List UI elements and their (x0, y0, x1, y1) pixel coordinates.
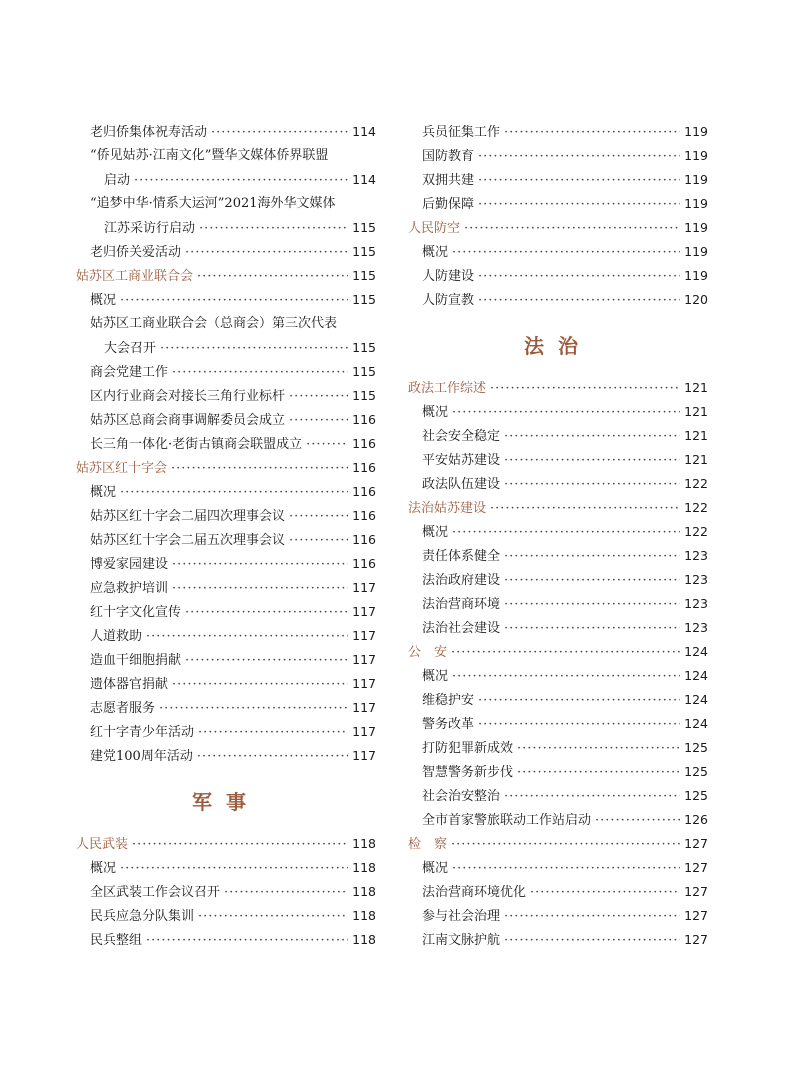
dot-leader (289, 505, 348, 529)
page-number: 119 (684, 196, 708, 211)
toc-category-entry[interactable] (76, 456, 376, 480)
dot-leader (504, 569, 680, 593)
toc-entry[interactable] (76, 288, 376, 312)
page-number: 114 (352, 124, 376, 139)
toc-entry-title: 概况 (422, 405, 449, 420)
toc-entry[interactable] (408, 592, 708, 616)
toc-entry-title: 老归侨集体祝寿活动 (90, 125, 208, 140)
page-number: 118 (352, 884, 376, 899)
toc-entry[interactable] (76, 168, 376, 192)
dot-leader (504, 929, 680, 953)
dot-leader (452, 665, 680, 689)
dot-leader (504, 593, 680, 617)
dot-leader (452, 521, 680, 545)
dot-leader (451, 833, 680, 857)
page-number: 119 (684, 244, 708, 259)
toc-entry-title: 概况 (90, 485, 117, 500)
toc-entry[interactable] (408, 664, 708, 688)
toc-entry[interactable] (408, 520, 708, 544)
dot-leader (504, 449, 680, 473)
dot-leader (490, 377, 680, 401)
toc-entry-title: 概况 (90, 293, 117, 308)
toc-entry-title: 区内行业商会对接长三角行业标杆 (90, 389, 286, 404)
toc-entry[interactable] (408, 120, 708, 144)
dot-leader (452, 857, 680, 881)
dot-leader (134, 169, 348, 193)
toc-entry[interactable] (76, 880, 376, 904)
page-number: 117 (352, 676, 376, 691)
dot-leader (517, 761, 680, 785)
toc-entry[interactable] (76, 360, 376, 384)
page-number: 120 (684, 292, 708, 307)
toc-category-entry[interactable] (76, 832, 376, 856)
toc-entry[interactable] (76, 928, 376, 952)
page-number: 121 (684, 428, 708, 443)
page-number: 125 (684, 788, 708, 803)
dot-leader (464, 217, 680, 241)
toc-entry-title: 责任体系健全 (422, 549, 501, 564)
toc-entry-title: 公 安 (408, 645, 448, 660)
toc-entry-title: 概况 (422, 525, 449, 540)
page-number: 124 (684, 692, 708, 707)
toc-entry[interactable] (408, 928, 708, 952)
dot-leader (146, 625, 348, 649)
toc-entry-title: 江苏采访行启动 (104, 221, 196, 236)
toc-entry[interactable] (76, 216, 376, 240)
toc-entry[interactable] (408, 544, 708, 568)
toc-entry[interactable] (408, 144, 708, 168)
toc-entry[interactable] (408, 760, 708, 784)
toc-entry-title: 全区武装工作会议召开 (90, 885, 221, 900)
toc-entry[interactable] (76, 720, 376, 744)
dot-leader (172, 673, 348, 697)
toc-entry-title: 维稳护安 (422, 693, 475, 708)
page-number: 122 (684, 500, 708, 515)
page-number: 125 (684, 764, 708, 779)
toc-entry-title: 双拥共建 (422, 173, 475, 188)
toc-entry-title: 智慧警务新步伐 (422, 765, 514, 780)
dot-leader (504, 545, 680, 569)
toc-entry[interactable] (76, 384, 376, 408)
toc-category-entry[interactable] (408, 832, 708, 856)
dot-leader (224, 881, 348, 905)
page-number: 121 (684, 452, 708, 467)
toc-entry-title: 人道救助 (90, 629, 143, 644)
toc-entry[interactable] (76, 312, 376, 336)
toc-entry-title: 大会召开 (104, 341, 157, 356)
page-number: 115 (352, 292, 376, 307)
toc-entry-title: 国防教育 (422, 149, 475, 164)
toc-entry[interactable] (408, 856, 708, 880)
toc-entry-title: 老归侨关爱活动 (90, 245, 182, 260)
page-number: 117 (352, 580, 376, 595)
dot-leader (197, 265, 348, 289)
toc-entry-title: 社会安全稳定 (422, 429, 501, 444)
page-number: 125 (684, 740, 708, 755)
page-number: 118 (352, 932, 376, 947)
page-number: 118 (352, 836, 376, 851)
dot-leader (198, 905, 348, 929)
dot-leader (159, 697, 348, 721)
toc-entry[interactable] (76, 672, 376, 696)
toc-entry-title: 人防建设 (422, 269, 475, 284)
page-number: 116 (352, 460, 376, 475)
toc-entry-title: 人民防空 (408, 221, 461, 236)
toc-entry-title: “侨见姑苏·江南文化”暨华文媒体侨界联盟 (90, 148, 329, 163)
toc-entry-title: 遗体器官捐献 (90, 677, 169, 692)
page-number: 124 (684, 644, 708, 659)
page-number: 119 (684, 148, 708, 163)
dot-leader (120, 481, 348, 505)
toc-entry[interactable] (408, 192, 708, 216)
page-number: 115 (352, 268, 376, 283)
page-number: 127 (684, 884, 708, 899)
toc-entry[interactable] (408, 568, 708, 592)
page-number: 116 (352, 412, 376, 427)
page-number: 117 (352, 724, 376, 739)
page-number: 117 (352, 652, 376, 667)
toc-entry[interactable] (76, 648, 376, 672)
toc-entry[interactable] (76, 504, 376, 528)
toc-entry[interactable] (76, 192, 376, 216)
toc-category-entry[interactable] (408, 216, 708, 240)
toc-entry[interactable] (408, 448, 708, 472)
dot-leader (289, 409, 348, 433)
toc-entry-title: 江南文脉护航 (422, 933, 501, 948)
toc-entry-title: 警务改革 (422, 717, 475, 732)
page-number: 116 (352, 484, 376, 499)
dot-leader (289, 529, 348, 553)
toc-entry[interactable] (408, 880, 708, 904)
toc-entry[interactable] (76, 120, 376, 144)
dot-leader (198, 721, 348, 745)
toc-entry-title: 法治营商环境优化 (422, 885, 527, 900)
page-number: 123 (684, 548, 708, 563)
toc-entry-title: “追梦中华·情系大运河”2021海外华文媒体 (90, 196, 336, 211)
toc-entry-title: 兵员征集工作 (422, 125, 501, 140)
toc-entry[interactable] (76, 480, 376, 504)
toc-entry[interactable] (408, 400, 708, 424)
toc-entry-title: 参与社会治理 (422, 909, 501, 924)
toc-entry[interactable] (408, 168, 708, 192)
page-number: 115 (352, 364, 376, 379)
toc-entry-title: 姑苏区工商业联合会（总商会）第三次代表 (90, 316, 338, 331)
page-number: 118 (352, 860, 376, 875)
dot-leader (478, 169, 680, 193)
page-number: 116 (352, 556, 376, 571)
toc-entry-title: 概况 (422, 669, 449, 684)
toc-entry-title: 检 察 (408, 837, 448, 852)
page-number: 124 (684, 716, 708, 731)
toc-entry-title: 博爱家园建设 (90, 557, 169, 572)
dot-leader (289, 385, 348, 409)
dot-leader (120, 289, 348, 313)
dot-leader (530, 881, 680, 905)
dot-leader (478, 289, 680, 313)
toc-entry-title: 造血干细胞捐献 (90, 653, 182, 668)
toc-entry[interactable] (408, 736, 708, 760)
page-number: 119 (684, 172, 708, 187)
toc-entry-title: 人民武装 (76, 837, 129, 852)
toc-entry-title: 法治姑苏建设 (408, 501, 487, 516)
toc-entry-title: 建党100周年活动 (90, 749, 193, 764)
toc-entry[interactable] (76, 240, 376, 264)
dot-leader (504, 617, 680, 641)
page-number: 122 (684, 476, 708, 491)
toc-entry-title: 红十字文化宣传 (90, 605, 182, 620)
page-number: 115 (352, 340, 376, 355)
dot-leader (517, 737, 680, 761)
dot-leader (160, 337, 348, 361)
dot-leader (172, 553, 348, 577)
toc-entry[interactable] (76, 336, 376, 360)
dot-leader (504, 121, 680, 145)
toc-category-entry[interactable] (408, 376, 708, 400)
toc-entry-title: 社会治安整治 (422, 789, 501, 804)
dot-leader (595, 809, 680, 833)
dot-leader (451, 641, 680, 665)
dot-leader (452, 401, 680, 425)
page-number: 116 (352, 508, 376, 523)
page-number: 124 (684, 668, 708, 683)
dot-leader (452, 241, 680, 265)
page-number: 114 (352, 172, 376, 187)
toc-entry[interactable] (76, 528, 376, 552)
toc-entry[interactable] (408, 904, 708, 928)
dot-leader (185, 241, 348, 265)
dot-leader (172, 577, 348, 601)
dot-leader (146, 929, 348, 953)
toc-category-entry[interactable] (76, 264, 376, 288)
toc-entry[interactable] (408, 264, 708, 288)
page-number: 121 (684, 404, 708, 419)
dot-leader (185, 601, 348, 625)
page-number: 117 (352, 604, 376, 619)
page-number: 122 (684, 524, 708, 539)
toc-entry-title: 政法队伍建设 (422, 477, 501, 492)
toc-entry-title: 后勤保障 (422, 197, 475, 212)
dot-leader (197, 745, 348, 769)
page-number: 127 (684, 836, 708, 851)
toc-entry[interactable] (76, 552, 376, 576)
toc-category-entry[interactable] (408, 496, 708, 520)
page-number: 123 (684, 596, 708, 611)
toc-entry-title: 平安姑苏建设 (422, 453, 501, 468)
toc-entry[interactable] (76, 624, 376, 648)
page-number: 115 (352, 388, 376, 403)
toc-entry[interactable] (408, 288, 708, 312)
toc-entry-title: 红十字青少年活动 (90, 725, 195, 740)
dot-leader (132, 833, 348, 857)
page-number: 119 (684, 124, 708, 139)
dot-leader (172, 361, 348, 385)
page-number: 117 (352, 628, 376, 643)
page-number: 116 (352, 532, 376, 547)
toc-entry-title: 姑苏区总商会商事调解委员会成立 (90, 413, 286, 428)
toc-entry[interactable] (76, 904, 376, 928)
dot-leader (504, 425, 680, 449)
toc-entry-title: 民兵整组 (90, 933, 143, 948)
toc-entry[interactable] (408, 616, 708, 640)
toc-entry-title: 概况 (422, 861, 449, 876)
dot-leader (478, 145, 680, 169)
toc-entry-title: 民兵应急分队集训 (90, 909, 195, 924)
page-number: 115 (352, 220, 376, 235)
toc-entry-title: 应急救护培训 (90, 581, 169, 596)
dot-leader (306, 433, 348, 457)
page-number: 126 (684, 812, 708, 827)
page-number: 123 (684, 572, 708, 587)
dot-leader (171, 457, 348, 481)
toc-entry[interactable] (76, 744, 376, 768)
dot-leader (120, 857, 348, 881)
toc-entry-title: 打防犯罪新成效 (422, 741, 514, 756)
dot-leader (211, 121, 348, 145)
toc-entry-title: 长三角一体化·老街古镇商会联盟成立 (90, 437, 303, 452)
dot-leader (478, 713, 680, 737)
toc-entry-title: 法治营商环境 (422, 597, 501, 612)
toc-entry-title: 商会党建工作 (90, 365, 169, 380)
toc-entry-title: 法治社会建设 (422, 621, 501, 636)
dot-leader (504, 473, 680, 497)
page-number: 118 (352, 908, 376, 923)
section-heading: 法治 (524, 333, 592, 358)
toc-entry-title: 概况 (422, 245, 449, 260)
toc-entry[interactable] (76, 144, 376, 168)
page-number: 119 (684, 268, 708, 283)
toc-category-entry[interactable] (408, 640, 708, 664)
toc-entry-title: 人防宣教 (422, 293, 475, 308)
page-number: 117 (352, 748, 376, 763)
dot-leader (504, 905, 680, 929)
toc-entry-title: 全市首家警旅联动工作站启动 (422, 813, 592, 828)
toc-entry[interactable] (408, 712, 708, 736)
toc-entry-title: 姑苏区工商业联合会 (76, 269, 194, 284)
dot-leader (199, 217, 348, 241)
toc-entry-title: 概况 (90, 861, 117, 876)
toc-right-column (408, 120, 708, 952)
toc-entry-title: 姑苏区红十字会二届四次理事会议 (90, 509, 286, 524)
dot-leader (478, 689, 680, 713)
toc-entry[interactable] (76, 576, 376, 600)
toc-left-column (76, 120, 376, 952)
dot-leader (504, 785, 680, 809)
page-number: 119 (684, 220, 708, 235)
toc-entry[interactable] (408, 688, 708, 712)
toc-entry-title: 政法工作综述 (408, 381, 487, 396)
page-number: 117 (352, 700, 376, 715)
dot-leader (185, 649, 348, 673)
page-number: 115 (352, 244, 376, 259)
page-number: 121 (684, 380, 708, 395)
dot-leader (478, 193, 680, 217)
toc-entry-title: 志愿者服务 (90, 701, 156, 716)
page-number: 116 (352, 436, 376, 451)
toc-entry[interactable] (408, 472, 708, 496)
toc-entry[interactable] (408, 240, 708, 264)
toc-entry[interactable] (76, 856, 376, 880)
toc-entry-title: 姑苏区红十字会二届五次理事会议 (90, 533, 286, 548)
toc-entry[interactable] (76, 432, 376, 456)
toc-entry[interactable] (408, 808, 708, 832)
toc-entry[interactable] (408, 784, 708, 808)
toc-entry[interactable] (408, 424, 708, 448)
page-number: 123 (684, 620, 708, 635)
section-heading: 军事 (192, 789, 260, 814)
page-number: 127 (684, 932, 708, 947)
dot-leader (478, 265, 680, 289)
toc-entry[interactable] (76, 696, 376, 720)
page-number: 127 (684, 860, 708, 875)
toc-entry[interactable] (76, 408, 376, 432)
dot-leader (490, 497, 680, 521)
toc-entry[interactable] (76, 600, 376, 624)
toc-entry-title: 法治政府建设 (422, 573, 501, 588)
toc-entry-title: 启动 (104, 173, 131, 188)
page-number: 127 (684, 908, 708, 923)
toc-entry-title: 姑苏区红十字会 (76, 461, 168, 476)
